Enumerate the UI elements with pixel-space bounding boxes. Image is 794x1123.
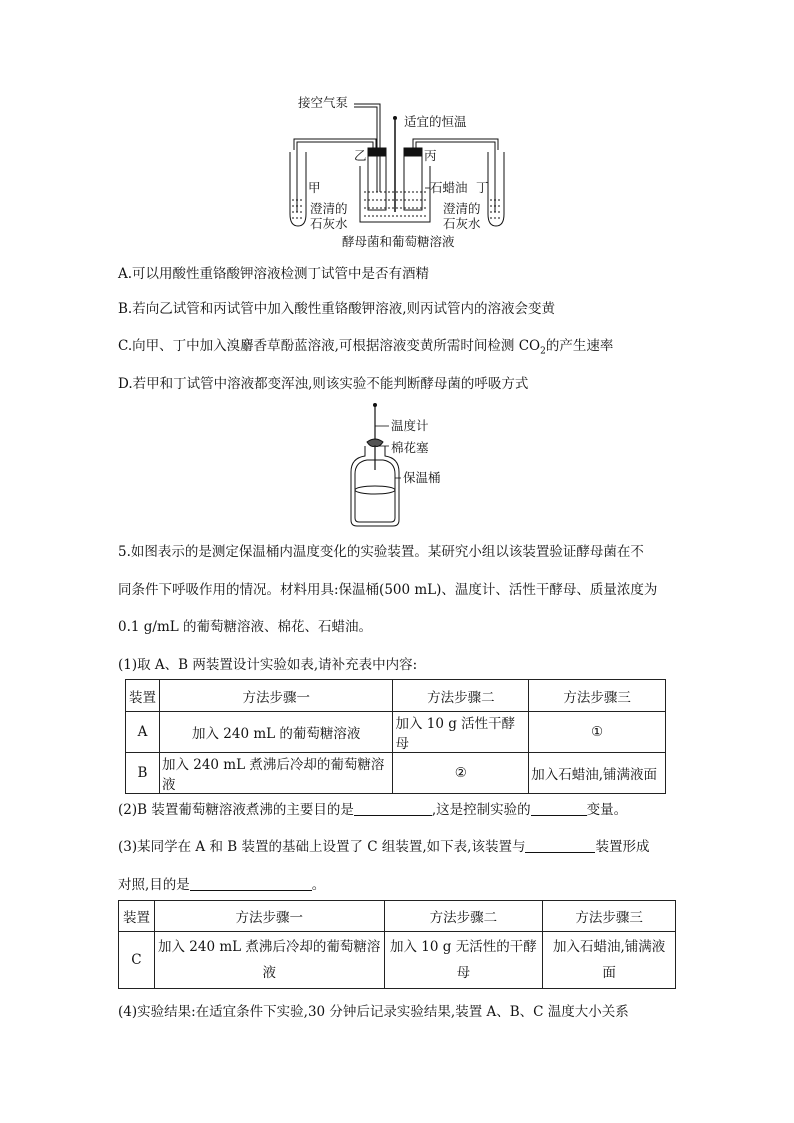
q5-sub-3-line-2: 对照,目的是 。	[118, 877, 326, 893]
label-limewater-right-1: 澄清的	[443, 201, 481, 216]
label-limewater-left-2: 石灰水	[310, 216, 348, 231]
table-c	[118, 900, 676, 989]
label-ding: 丁	[476, 180, 489, 195]
figure-fermentation-apparatus	[280, 92, 520, 252]
blank-1[interactable]: ①	[529, 712, 666, 753]
test-tube-ding	[488, 152, 504, 226]
label-yeast-solution: 酵母菌和葡萄糖溶液	[342, 234, 455, 249]
table-row	[126, 712, 666, 753]
label-yi: 乙	[354, 148, 367, 163]
table-c-header	[119, 901, 676, 932]
table-cell: 加入 10 g 活性干酵母	[393, 712, 529, 753]
label-cotton-plug: 棉花塞	[391, 440, 429, 455]
option-a: A.可以用酸性重铬酸钾溶液检测丁试管中是否有酒精	[118, 266, 430, 282]
table-ab-header	[126, 680, 666, 712]
table-cell: C	[119, 932, 155, 989]
table-c-header-cell: 装置	[119, 901, 155, 932]
table-cell: 加入 240 mL 煮沸后冷却的葡萄糖溶液	[159, 753, 393, 794]
label-limewater-right-2: 石灰水	[443, 216, 481, 231]
q5-line-2: 同条件下呼吸作用的情况。材料用具:保温桶(500 mL)、温度计、活性干酵母、质量浓度为	[118, 582, 658, 598]
blank-2[interactable]: ②	[393, 753, 529, 794]
answer-blank-compare-device[interactable]	[525, 838, 595, 853]
q5-sub-1: (1)取 A、B 两装置设计实验如表,请补充表中内容:	[118, 657, 418, 673]
table-ab-header-cell: 方法步骤二	[393, 680, 529, 712]
table-c-header-cell: 方法步骤三	[543, 901, 676, 932]
table-row	[126, 753, 666, 794]
table-ab-header-cell: 方法步骤一	[159, 680, 393, 712]
table-cell: 加入 240 mL 的葡萄糖溶液	[159, 712, 393, 753]
table-ab-header-cell: 方法步骤三	[529, 680, 666, 712]
table-c-header-cell: 方法步骤一	[154, 901, 384, 932]
q5-line-1: 5.如图表示的是测定保温桶内温度变化的实验装置。某研究小组以该装置验证酵母菌在不	[118, 544, 644, 560]
label-insulated-bucket: 保温桶	[403, 470, 441, 485]
test-tube-jia	[290, 152, 306, 226]
table-cell: 加入石蜡油,铺满液面	[529, 753, 666, 794]
label-bing: 丙	[424, 148, 437, 163]
table-cell: 加入 10 g 无活性的干酵 母	[384, 932, 543, 989]
q5-sub-3-line-1: (3)某同学在 A 和 B 装置的基础上设置了 C 组装置,如下表,该装置与 装置形成	[118, 839, 650, 855]
table-cell: A	[126, 712, 160, 753]
table-cell: B	[126, 753, 160, 794]
q5-line-3: 0.1 g/mL 的葡萄糖溶液、棉花、石蜡油。	[118, 619, 373, 635]
table-c-header-cell: 方法步骤二	[384, 901, 543, 932]
label-thermometer: 温度计	[391, 418, 429, 433]
table-cell: 加入石蜡油,铺满液 面	[543, 932, 676, 989]
table-row	[119, 932, 676, 989]
cotton-plug	[367, 439, 383, 447]
table-ab-header-cell: 装置	[126, 680, 160, 712]
option-b: B.若向乙试管和丙试管中加入酸性重铬酸钾溶液,则丙试管内的溶液会变黄	[118, 301, 556, 317]
label-constant-temp: 适宜的恒温	[404, 114, 467, 129]
option-c: C.向甲、丁中加入溴麝香草酚蓝溶液,可根据溶液变黄所需时间检测 $CO_2$的产生速率	[118, 338, 614, 357]
table-cell: 加入 240 mL 煮沸后冷却的葡萄糖溶 液	[154, 932, 384, 989]
table-ab	[125, 679, 666, 794]
option-d: D.若甲和丁试管中溶液都变浑浊,则该实验不能判断酵母菌的呼吸方式	[118, 376, 529, 392]
label-limewater-left-1: 澄清的	[310, 201, 348, 216]
q5-sub-2: (2)B 装置葡萄糖溶液煮沸的主要目的是 ,这是控制实验的 变量。	[118, 802, 628, 818]
label-air-pump: 接空气泵	[298, 95, 349, 110]
label-paraffin: 石蜡油	[430, 180, 468, 195]
q5-sub-4: (4)实验结果:在适宜条件下实验,30 分钟后记录实验结果,装置 A、B、C 温度大小关系	[118, 1004, 629, 1020]
answer-blank-purpose[interactable]	[190, 876, 312, 891]
bottle-bing	[404, 148, 422, 210]
answer-blank-variable[interactable]	[531, 801, 587, 816]
answer-blank-boil-purpose[interactable]	[354, 801, 432, 816]
figure-insulated-bucket	[345, 400, 455, 530]
label-jia: 甲	[308, 180, 321, 195]
